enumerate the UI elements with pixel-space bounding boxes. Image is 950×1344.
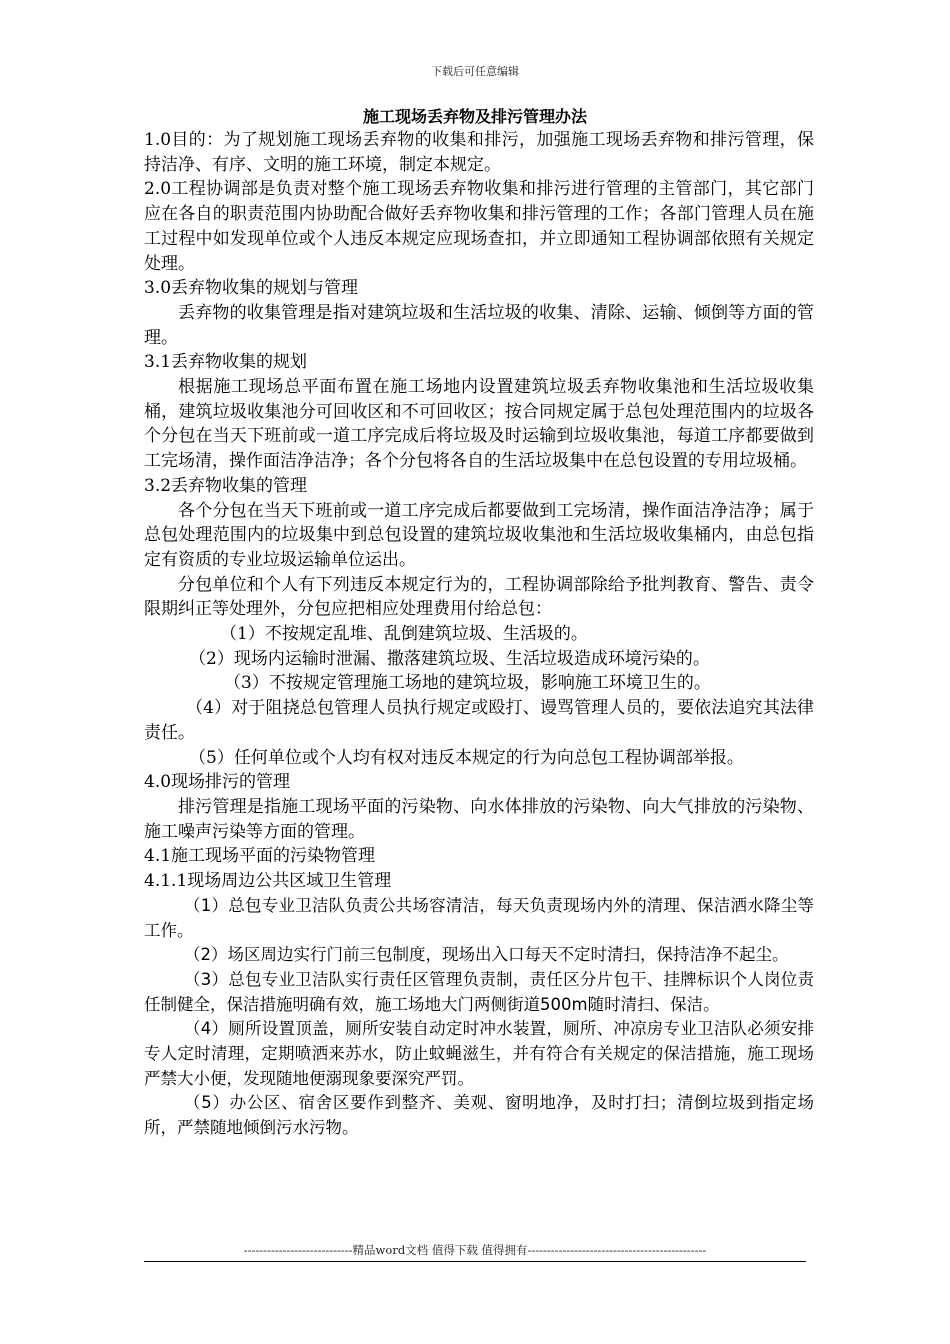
footer-divider — [144, 1261, 806, 1262]
heading-4-1-1: 4.1.1现场周边公共区域卫生管理 — [144, 871, 392, 892]
page-footer-text: ----------------------------精品word文档 值得下载 值得拥有---------------------------------------------- — [243, 1243, 707, 1257]
list-4-1-1-item-4: （4）厕所设置顶盖，厕所安装自动定时冲水装置，厕所、冲凉房专业卫洁队必须安排专人定时清理，定期喷洒来苏水，防止蚊蝇滋生，并有符合有关规定的保洁措施，施工现场严禁大小便，发现随地便溺现象要深究严罚。 — [144, 1019, 814, 1088]
page-header-note: 下载后可任意编辑 — [431, 65, 519, 78]
paragraph-3-2-a: 各个分包在当天下班前或一道工序完成后都要做到工完场清，操作面洁净洁净；属于总包处理范围内的垃圾集中到总包设置的建筑垃圾收集池和生活垃圾收集桶内，由总包指定有资质的专业垃圾运输单位运出。 — [144, 500, 814, 570]
list-4-1-1-item-1: （1）总包专业卫洁队负责公共场容清洁，每天负责现场内外的清理、保洁洒水降尘等工作。 — [144, 895, 814, 940]
heading-3-1: 3.1丢弃物收集的规划 — [144, 352, 308, 373]
paragraph-purpose: 1.0目的：为了规划施工现场丢弃物的收集和排污，加强施工现场丢弃物和排污管理，保持洁净、有序、文明的施工环境，制定本规定。 — [144, 130, 814, 175]
document-title: 施工现场丢弃物及排污管理办法 — [362, 107, 587, 126]
heading-4-0: 4.0现场排污的管理 — [144, 772, 291, 793]
paragraph-3-2-b: 分包单位和个人有下列违反本规定行为的，工程协调部除给予批判教育、警告、责令限期纠正等处理外，分包应把相应处理费用付给总包： — [144, 574, 814, 620]
list-4-1-1-item-2: （2）场区周边实行门前三包制度，现场出入口每天不定时清扫，保持洁净不起尘。 — [184, 945, 789, 965]
list-item-4: （4）对于阻挠总包管理人员执行规定或殴打、谩骂管理人员的，要依法追究其法律责任。 — [144, 698, 814, 743]
list-item-2: （2）现场内运输时泄漏、撒落建筑垃圾、生活垃圾造成环境污染的。 — [189, 648, 710, 669]
list-item-5: （5）任何单位或个人均有权对违反本规定的行为向总包工程协调部举报。 — [189, 747, 744, 768]
list-4-1-1-item-3: （3）总包专业卫洁队实行责任区管理负责制，责任区分片包干、挂牌标识个人岗位责任制健全，保洁措施明确有效，施工场地大门两侧街道500m随时清扫、保洁。 — [144, 969, 814, 1014]
paragraph-4-0: 排污管理是指施工现场平面的污染物、向水体排放的污染物、向大气排放的污染物、施工噪声污染等方面的管理。 — [144, 796, 814, 842]
paragraph-responsibility: 2.0工程协调部是负责对整个施工现场丢弃物收集和排污进行管理的主管部门，其它部门应在各自的职责范围内协助配合做好丢弃物收集和排污管理的工作；各部门管理人员在施工过程中如发现单位或个人违反本规定应现场查扣，并立即通知工程协调部依照有关规定处理。 — [144, 179, 814, 274]
document-body — [144, 128, 814, 1141]
list-item-3: （3）不按规定管理施工场地的建筑垃圾，影响施工环境卫生的。 — [224, 673, 711, 694]
heading-4-1: 4.1施工现场平面的污染物管理 — [144, 846, 376, 867]
paragraph-3-1: 根据施工现场总平面布置在施工场地内设置建筑垃圾丢弃物收集池和生活垃圾收集桶，建筑垃圾收集池分可回收区和不可回收区；按合同规定属于总包处理范围内的垃圾各个分包在当天下班前或一道工序完成后将垃圾及时运输到垃圾收集池，每道工序都要做到工完场清，操作面洁净洁净；各个分包将各自的生活垃圾集中在总包设置的专用垃圾桶。 — [144, 377, 814, 472]
paragraph-3-0-intro: 丢弃物的收集管理是指对建筑垃圾和生活垃圾的收集、清除、运输、倾倒等方面的管理。 — [144, 302, 814, 348]
list-4-1-1-item-5: （5）办公区、宿舍区要作到整齐、美观、窗明地净，及时打扫；清倒垃圾到指定场所，严禁随地倾倒污水污物。 — [144, 1093, 814, 1138]
list-item-1: （1）不按规定乱堆、乱倒建筑垃圾、生活圾的。 — [220, 624, 588, 645]
heading-3-0: 3.0丢弃物收集的规划与管理 — [144, 278, 359, 299]
heading-3-2: 3.2丢弃物收集的管理 — [144, 475, 308, 496]
